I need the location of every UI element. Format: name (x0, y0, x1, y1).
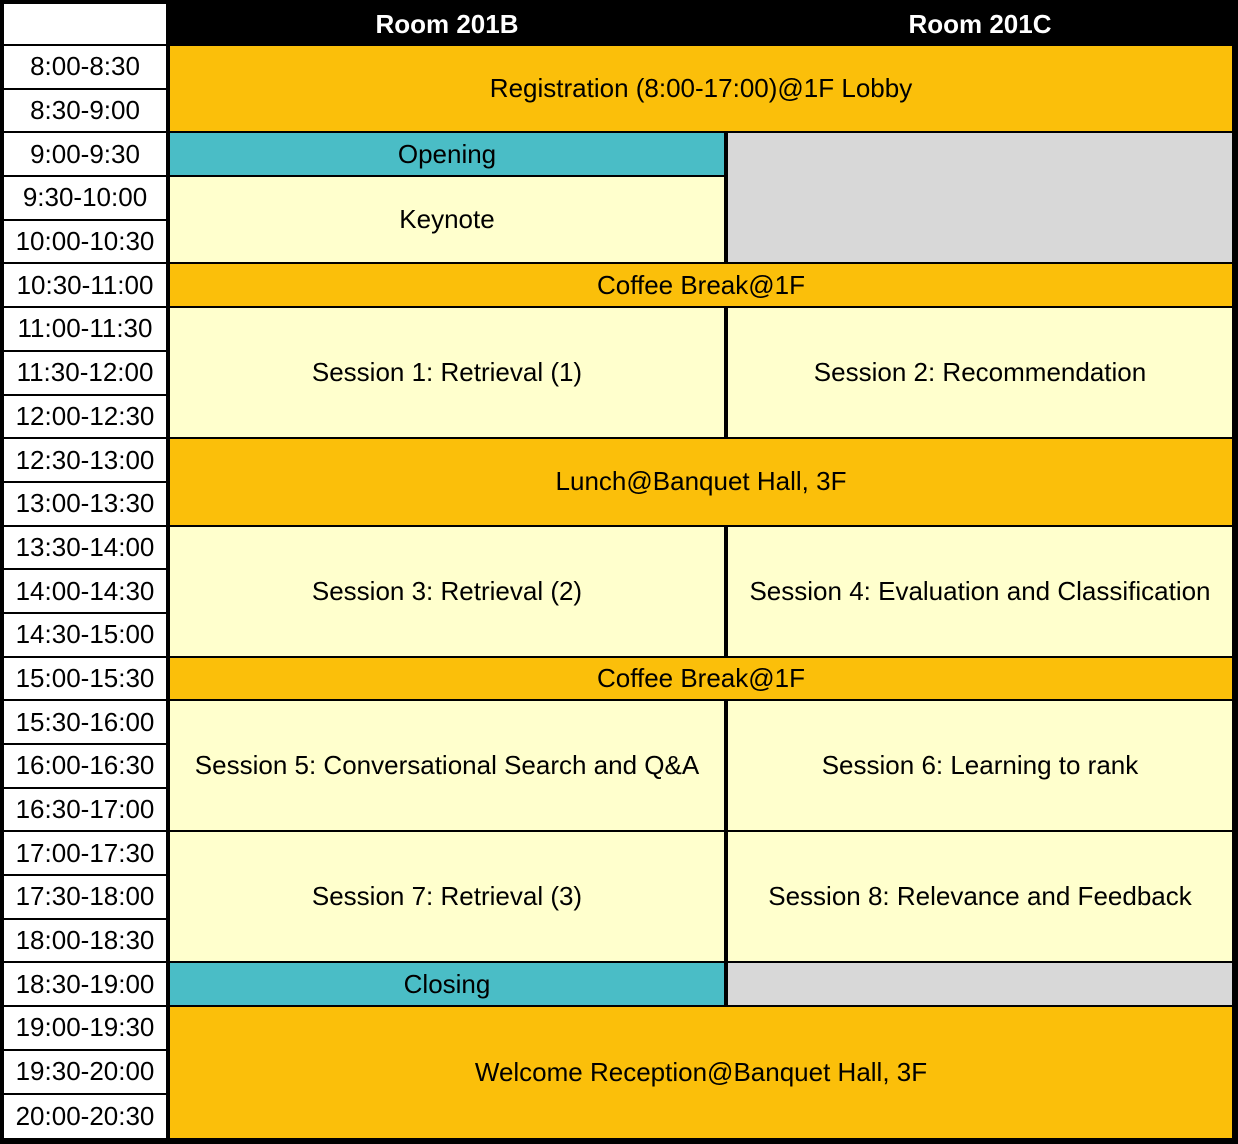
event-session-6: Session 6: Learning to rank (728, 701, 1232, 830)
time-slot: 13:00-13:30 (4, 483, 166, 525)
event-welcome-reception: Welcome Reception@Banquet Hall, 3F (170, 1007, 1232, 1138)
event-coffee-break: Coffee Break@1F (170, 264, 1232, 306)
time-slot: 9:30-10:00 (4, 177, 166, 219)
time-slot: 20:00-20:30 (4, 1095, 166, 1139)
event-session-3: Session 3: Retrieval (2) (170, 527, 724, 656)
event-registration: Registration (8:00-17:00)@1F Lobby (170, 46, 1232, 131)
event-session-8: Session 8: Relevance and Feedback (728, 832, 1232, 961)
event-session-5: Session 5: Conversational Search and Q&A (170, 701, 724, 830)
time-slot: 14:30-15:00 (4, 614, 166, 656)
time-slot: 10:30-11:00 (4, 264, 166, 306)
empty-slot (728, 963, 1232, 1005)
event-session-1: Session 1: Retrieval (1) (170, 308, 724, 437)
time-slot: 11:00-11:30 (4, 308, 166, 350)
corner-cell (4, 4, 166, 44)
time-slot: 15:30-16:00 (4, 701, 166, 743)
time-slot: 17:30-18:00 (4, 876, 166, 918)
time-slot: 18:00-18:30 (4, 920, 166, 962)
time-slot: 8:00-8:30 (4, 46, 166, 88)
event-lunch: Lunch@Banquet Hall, 3F (170, 439, 1232, 524)
time-slot: 12:30-13:00 (4, 439, 166, 481)
time-slot: 14:00-14:30 (4, 570, 166, 612)
time-slot: 15:00-15:30 (4, 658, 166, 700)
time-slot: 16:00-16:30 (4, 745, 166, 787)
event-session-4: Session 4: Evaluation and Classification (728, 527, 1232, 656)
event-keynote: Keynote (170, 177, 724, 262)
event-session-7: Session 7: Retrieval (3) (170, 832, 724, 961)
time-slot: 19:30-20:00 (4, 1051, 166, 1093)
time-slot: 19:00-19:30 (4, 1007, 166, 1049)
time-slot: 18:30-19:00 (4, 963, 166, 1005)
empty-slot (728, 133, 1232, 262)
time-slot: 16:30-17:00 (4, 789, 166, 831)
header-room-201c: Room 201C (728, 4, 1232, 44)
time-slot: 8:30-9:00 (4, 90, 166, 132)
time-slot: 10:00-10:30 (4, 221, 166, 263)
time-slot: 12:00-12:30 (4, 396, 166, 438)
event-session-2: Session 2: Recommendation (728, 308, 1232, 437)
time-slot: 9:00-9:30 (4, 133, 166, 175)
event-closing: Closing (170, 963, 724, 1005)
time-slot: 13:30-14:00 (4, 527, 166, 569)
schedule-table (4, 4, 1232, 1138)
time-slot: 17:00-17:30 (4, 832, 166, 874)
time-slot: 11:30-12:00 (4, 352, 166, 394)
header-room-201b: Room 201B (170, 4, 724, 44)
event-coffee-break: Coffee Break@1F (170, 658, 1232, 700)
event-opening: Opening (170, 133, 724, 175)
